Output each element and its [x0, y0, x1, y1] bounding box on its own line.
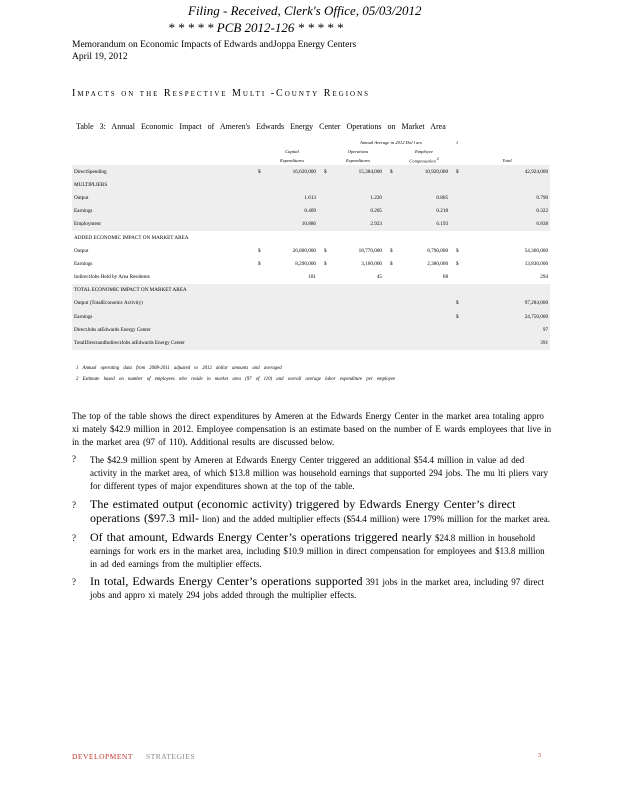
- table-row-label: ADDED ECONOMIC IMPACT ON MARKET AREA: [74, 234, 189, 241]
- table-row: [72, 218, 550, 231]
- table-cell-currency: [384, 218, 398, 231]
- table-cell-value: [398, 231, 450, 244]
- table-cell-currency: [252, 231, 266, 244]
- bullet-4-lead: In total, Edwards Energy Center’s operations supported: [90, 574, 363, 588]
- table-cell-currency: $: [324, 247, 327, 254]
- table-cell-currency: [450, 271, 464, 284]
- table-cell-value: [398, 323, 450, 336]
- table-cell-currency: $: [390, 260, 393, 267]
- table-cell-currency: $: [318, 165, 332, 178]
- table-cell-value: 16,620,000: [266, 165, 318, 178]
- table-header-expenditures-2: Expenditures: [345, 158, 371, 163]
- bullet-3-rest: $24.8 million in household earnings for work ers in the market area, including $10.9 million in direct compensation for employees and $13.8 million in ad ded earnings from the multiplier effects.: [90, 533, 545, 569]
- table-row: [72, 297, 550, 310]
- table-cell-value: [332, 310, 384, 323]
- table-cell-currency: [318, 218, 332, 231]
- table-cell-value: 42,924,000: [464, 165, 550, 178]
- table-row: [72, 244, 550, 257]
- table-cell-value: 97,284,000: [464, 297, 550, 310]
- table-cell-value: 18,770,000: [358, 247, 382, 254]
- table-footnote-2: 2 Estimate based on number of employees who reside in market area (97 of 110) and overall average labor expenditure per employee: [76, 377, 396, 382]
- table-cell-value: 0.790: [464, 191, 550, 204]
- table-cell-value: [266, 284, 318, 297]
- table-header-total: Total: [502, 158, 512, 163]
- table-cell-value: 181: [308, 274, 316, 281]
- table-cell-value: 294: [540, 274, 549, 281]
- table-cell-currency: [450, 323, 464, 336]
- table-cell-value: [332, 284, 384, 297]
- table-row-label: MULTIPLIERS: [72, 178, 252, 191]
- table-cell-value: 15,384,000: [332, 165, 384, 178]
- filing-stamp-line-2: * * * * * PCB 2012-126 * * * * *: [168, 20, 344, 35]
- table-cell-currency: [384, 271, 398, 284]
- table-cell-currency: [384, 336, 398, 349]
- table-cell-currency: $: [324, 260, 327, 267]
- memo-date: April 19, 2012: [72, 52, 128, 62]
- table-row-label: IndirectJobs Held by Area Residents: [74, 274, 150, 281]
- table-row-label: Earnings: [72, 205, 252, 218]
- table-row-label: Output (TotalEconomic Activity): [72, 297, 252, 310]
- table-cell-currency: [450, 205, 464, 218]
- table-cell-currency: [318, 178, 332, 191]
- table-cell-currency: $: [450, 297, 464, 310]
- table-header-operations: Operations: [347, 149, 369, 154]
- table-row: [72, 323, 550, 336]
- table-cell-currency: [384, 191, 398, 204]
- table-cell-value: [398, 336, 450, 349]
- memo-title: Memorandum on Economic Impacts of Edwards andJoppa Energy Centers: [72, 40, 357, 50]
- table-cell-value: [266, 231, 318, 244]
- table-cell-currency: [252, 336, 266, 349]
- bullet-4-rest: 391 jobs in the market area, including 97 direct jobs and appro xi mately 294 jobs added through the multiplier effects.: [90, 577, 544, 600]
- table-cell-currency: [384, 310, 398, 323]
- section-title: Impacts on the Respective Multi -County Regions: [72, 88, 371, 99]
- table-row: [72, 271, 550, 284]
- table-cell-value: [332, 336, 384, 349]
- table-header-compensation: Compensation $^2$: [409, 157, 439, 164]
- table-row: [72, 205, 550, 218]
- table-cell-currency: [384, 297, 398, 310]
- table-cell-currency: [318, 323, 332, 336]
- table-cell-currency: $: [456, 260, 459, 267]
- economic-impact-table: [72, 138, 550, 350]
- table-cell-value: 13,830,000: [524, 260, 549, 267]
- table-cell-value: 6.838: [464, 218, 550, 231]
- table-cell-value: 26,800,000: [292, 247, 316, 254]
- table-cell-value: [332, 178, 384, 191]
- bullet-2-rest: lion) and the added multiplier effects ($54.4 million) were 179% million for the market area.: [202, 514, 550, 524]
- table-cell-currency: $: [384, 165, 398, 178]
- table-cell-value: 0.409: [266, 205, 318, 218]
- intro-paragraph: The top of the table shows the direct expenditures by Ameren at the Edwards Energy Center in the market area totaling appro xi mately $42.9 million in 2012. Employee compensation is an estimate based on the number of E wards employees that live in in the market area (97 of 110). Additional results are discussed below.: [72, 411, 552, 447]
- table-cell-value: 0.205: [332, 205, 384, 218]
- table-cell-value: [266, 310, 318, 323]
- table-row-label: DirectSpending: [72, 165, 252, 178]
- table-row: [72, 191, 550, 204]
- table-cell-currency: [318, 336, 332, 349]
- table-cell-currency: $: [450, 165, 464, 178]
- table-cell-value: [398, 284, 450, 297]
- table-cell-currency: $: [390, 247, 393, 254]
- filing-stamp-line-1: Filing - Received, Clerk's Office, 05/03/2012: [188, 3, 422, 18]
- table-cell-currency: [252, 178, 266, 191]
- table-row: [72, 336, 550, 349]
- table-header-capital: Capital: [285, 149, 299, 154]
- table-cell-value: [266, 297, 318, 310]
- table-cell-currency: [318, 205, 332, 218]
- bullet-mark-3: ?: [72, 533, 76, 543]
- table-header-top-row: [72, 138, 550, 147]
- table-cell-value: 54,360,000: [524, 247, 549, 254]
- table-cell-currency: [384, 284, 398, 297]
- table-cell-value: 3,160,000: [361, 260, 382, 267]
- footer-page-number: 3: [538, 753, 541, 759]
- bullet-text-2: [90, 498, 560, 526]
- table-cell-currency: [252, 205, 266, 218]
- table-cell-value: 1.613: [266, 191, 318, 204]
- table-cell-value: 6.193: [398, 218, 450, 231]
- table-header-employee: Employee: [414, 149, 434, 154]
- table-cell-value: [266, 323, 318, 336]
- table-header-footnote-mark: 1: [455, 140, 459, 145]
- table-cell-value: [332, 231, 384, 244]
- table-cell-value: 10,920,000: [398, 165, 450, 178]
- table-cell-currency: [318, 191, 332, 204]
- table-cell-currency: [450, 231, 464, 244]
- table-cell-currency: [450, 336, 464, 349]
- table-cell-value: 0.218: [398, 205, 450, 218]
- table-header-expenditures-1: Expenditures: [279, 158, 305, 163]
- table-cell-currency: [384, 323, 398, 336]
- table-row: [72, 165, 550, 178]
- table-header-row-1: [72, 147, 550, 156]
- table-cell-value: 0.805: [398, 191, 450, 204]
- table-cell-currency: [252, 323, 266, 336]
- table-row: [72, 231, 550, 244]
- table-row-label: TotalDirectandIndirectJobs atEdwards Energy Center: [72, 336, 252, 349]
- table-cell-value: [266, 178, 318, 191]
- table-cell-currency: [252, 218, 266, 231]
- table-cell-value: [266, 336, 318, 349]
- table-cell-value: 8,290,000: [295, 260, 316, 267]
- footer-development: DEVELOPMENT: [72, 752, 133, 761]
- table-cell-value: [464, 178, 550, 191]
- table-cell-currency: $: [252, 165, 266, 178]
- table-cell-value: 2.923: [332, 218, 384, 231]
- table-cell-value: 10.886: [266, 218, 318, 231]
- table-cell-currency: [450, 284, 464, 297]
- table-cell-currency: $: [450, 310, 464, 323]
- table-row-label: Earnings: [74, 260, 93, 267]
- table-cell-value: 97: [464, 323, 550, 336]
- table-cell-currency: [318, 297, 332, 310]
- table-cell-value: [464, 231, 550, 244]
- table-cell-currency: [252, 271, 266, 284]
- table-cell-currency: [384, 205, 398, 218]
- bullet-2-lead: The estimated output (economic activity) triggered by Edwards Energy Center’s direct operations ($97.3 mil-: [90, 497, 516, 525]
- table-cell-currency: [252, 310, 266, 323]
- table-cell-currency: [384, 231, 398, 244]
- table-row: [72, 257, 550, 270]
- footer-strategies: STRATEGIES: [146, 752, 196, 761]
- table-cell-value: [398, 178, 450, 191]
- table-header-row-2: [72, 156, 550, 165]
- table-row-label: DirectJobs atEdwards Energy Center: [72, 323, 252, 336]
- table-cell-currency: $: [258, 247, 261, 254]
- table-cell-currency: [318, 271, 332, 284]
- table-cell-value: 2,380,000: [427, 260, 449, 267]
- table-row-label: Earnings: [72, 310, 252, 323]
- table-cell-value: 0.322: [464, 205, 550, 218]
- table-cell-value: [398, 310, 450, 323]
- table-cell-value: 45: [376, 274, 382, 281]
- table-cell-currency: [252, 191, 266, 204]
- table-row: [72, 178, 550, 191]
- table-row: [72, 284, 550, 297]
- table-cell-currency: $: [456, 247, 459, 254]
- table-cell-value: [398, 297, 450, 310]
- table-cell-currency: [252, 284, 266, 297]
- bullet-mark-4: ?: [72, 577, 76, 587]
- table-cell-currency: [450, 178, 464, 191]
- bullet-3-lead: Of that amount, Edwards Energy Center’s operations triggered nearly: [90, 530, 432, 544]
- bullet-text-1: The $42.9 million spent by Ameren at Edwards Energy Center triggered an additional $54.4 million in value ad ded activity in the market area, of which $13.8 million was household earnings that supported 294 jobs. The mu lti pliers vary for different types of major expenditures shown at the top of the table.: [90, 455, 548, 491]
- bullet-mark-1: ?: [72, 454, 76, 464]
- table-footnote-1: 1 Annual operating data from 2008-2011 adjusted to 2012 dollar amounts and averaged: [76, 366, 282, 371]
- table-cell-value: 8,790,000: [427, 247, 449, 254]
- table-row-label: Output: [74, 247, 89, 254]
- table-cell-value: 24,750,000: [464, 310, 550, 323]
- table-cell-value: [464, 284, 550, 297]
- table-cell-currency: [450, 191, 464, 204]
- table-cell-currency: [318, 284, 332, 297]
- table-cell-currency: $: [258, 260, 261, 267]
- table-row-label: Employment: [72, 218, 252, 231]
- table-row: [72, 310, 550, 323]
- table-cell-currency: [252, 297, 266, 310]
- table-row-label: Output: [72, 191, 252, 204]
- bullet-text-4: [90, 575, 552, 602]
- bullet-text-3: [90, 531, 552, 571]
- bullet-mark-2: ?: [72, 500, 76, 510]
- table-cell-value: 1.220: [332, 191, 384, 204]
- table-cell-currency: [384, 178, 398, 191]
- table-row-label: TOTAL ECONOMIC IMPACT ON MARKET AREA: [72, 284, 252, 297]
- table-cell-value: [332, 297, 384, 310]
- table-cell-currency: [318, 310, 332, 323]
- table-cell-value: 391: [464, 336, 550, 349]
- table-cell-value: [332, 323, 384, 336]
- table-cell-currency: [318, 231, 332, 244]
- table-header-annual-average: Annual Average in 2012 Dol l ars: [360, 140, 422, 145]
- table-cell-value: 68: [442, 274, 449, 281]
- table-caption: Table 3: Annual Economic Impact of Ameren's Edwards Energy Center Operations on Market Area: [76, 122, 446, 131]
- table-cell-currency: [450, 218, 464, 231]
